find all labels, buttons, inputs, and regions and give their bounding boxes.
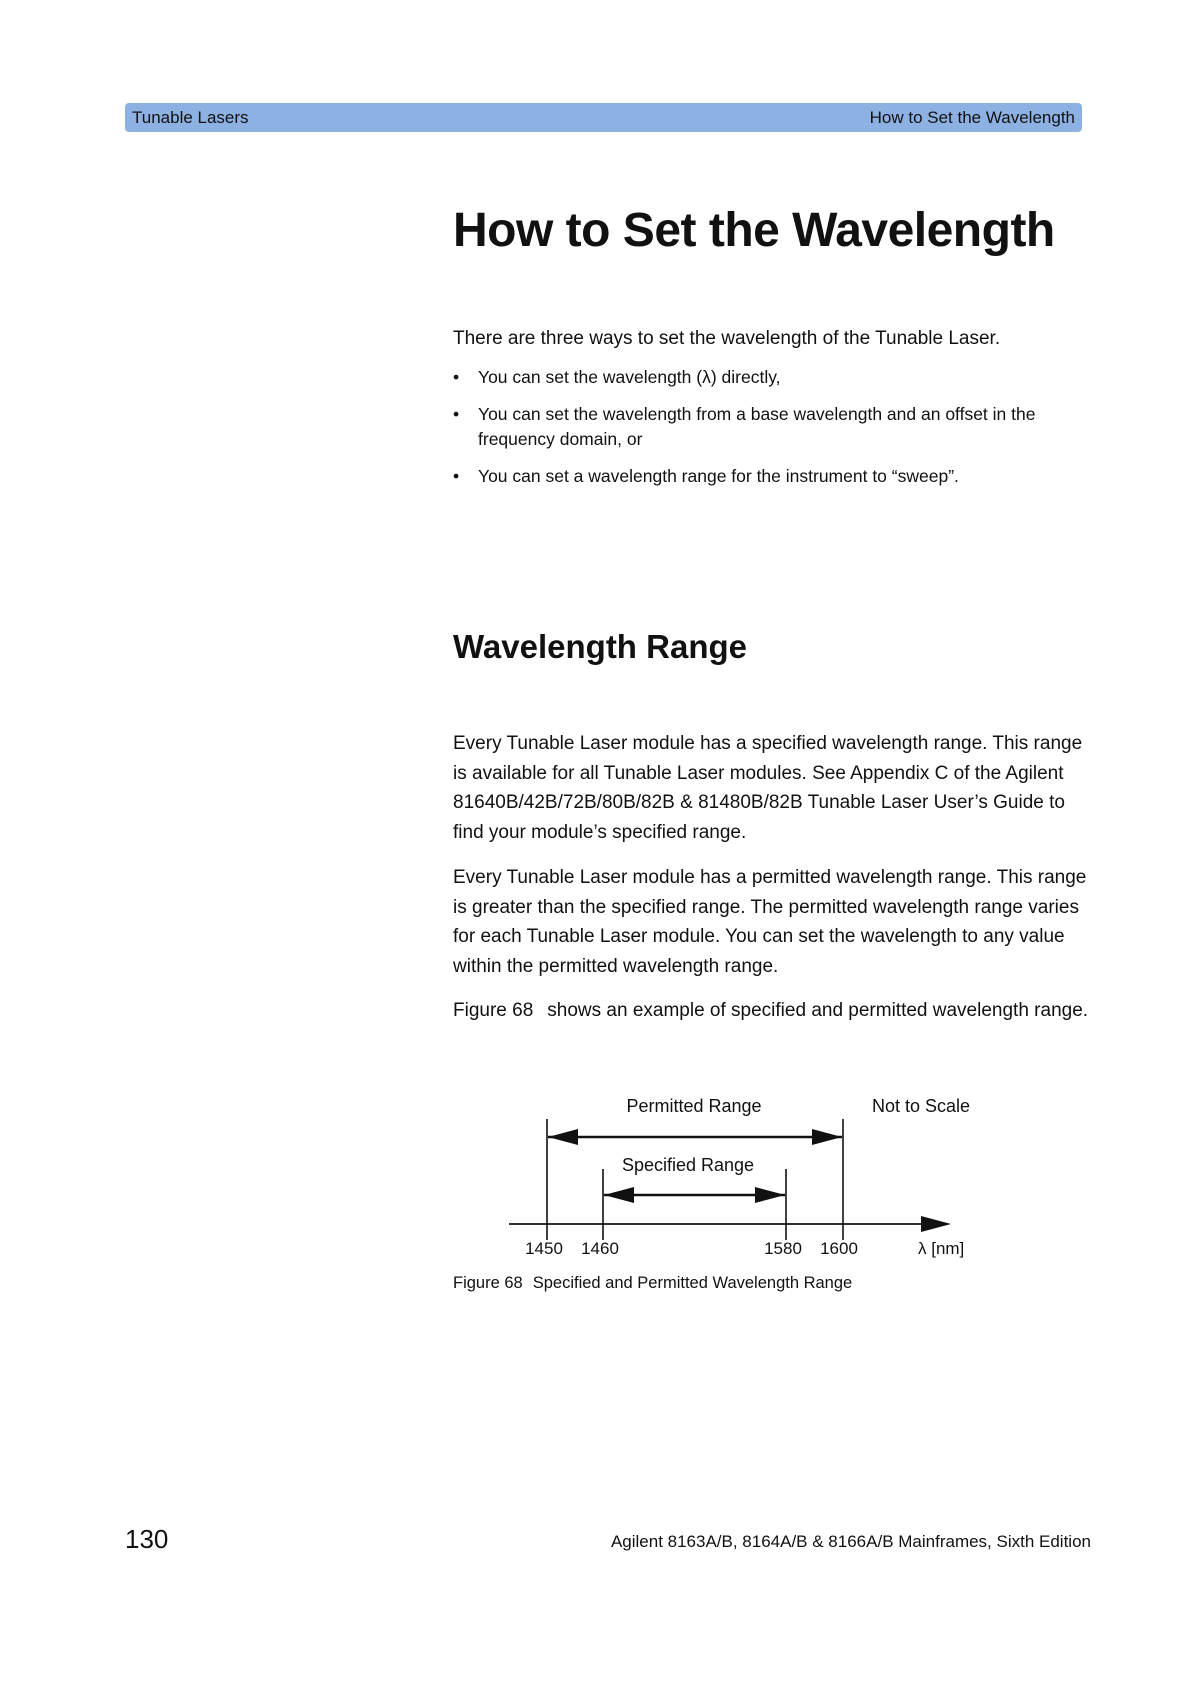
specified-range-label: Specified Range [621,1155,755,1175]
tick-label-1460: 1460 [581,1239,619,1258]
tick-label-1600: 1600 [820,1239,858,1258]
wavelength-range-diagram [453,1095,1013,1265]
figure-caption [453,1273,852,1293]
bullet-text: You can set the wavelength from a base wavelength and an offset in the frequency domain, or [478,404,1036,449]
list-item [453,365,1093,390]
running-header [125,103,1082,132]
permitted-range-label: Permitted Range [626,1096,762,1116]
section-heading: Wavelength Range [453,628,747,665]
page-title: How to Set the Wavelength [453,204,1055,257]
figure-caption-text: Specified and Permitted Wavelength Range [532,1274,853,1292]
paragraph-permitted-range: Every Tunable Laser module has a permitted wavelength range. This range is greater than the specified range. The permitted wavelength range varies for each Tunable Laser module. You can set the wavelength to any value within the permitted wavelength range. [453,867,1087,977]
axis-label: λ [nm] [918,1239,965,1258]
list-item [453,402,1093,452]
tick-label-1450: 1450 [525,1239,563,1258]
not-to-scale-note: Not to Scale [871,1096,971,1116]
figure-reference-link[interactable]: Figure 68 [453,1000,534,1021]
bullet-list [453,365,1093,501]
bullet-text: You can set a wavelength range for the instrument to “sweep”. [478,466,959,486]
header-chapter: Tunable Lasers [132,108,249,127]
arrowhead-icon [755,1187,785,1203]
bullet-icon: • [453,404,460,424]
paragraph-figure-reference [453,996,1093,1026]
list-item [453,464,1093,489]
footer-document-title: Agilent 8163A/B, 8164A/B & 8166A/B Mainframes, Sixth Edition [610,1532,1091,1551]
header-section: How to Set the Wavelength [869,108,1075,127]
arrowhead-icon [548,1129,578,1145]
figure-caption-label: Figure 68 [453,1274,523,1292]
paragraph-specified-range: Every Tunable Laser module has a specified wavelength range. This range is available for all Tunable Laser modules. See Appendix C of the Agilent 81640B/42B/72B/80B/82B & 81480B/82B Tunable Laser User’s Guide to find your module’s specified range. [453,733,1083,843]
tick-label-1580: 1580 [764,1239,802,1258]
intro-text: There are three ways to set the wavelength of the Tunable Laser. [453,328,1001,349]
bullet-text: You can set the wavelength (λ) directly, [478,367,781,387]
page-number: 130 [125,1524,169,1554]
bullet-icon: • [453,466,460,486]
arrowhead-icon [604,1187,634,1203]
bullet-icon: • [453,367,460,387]
figure-reference-text: shows an example of specified and permitted wavelength range. [547,1000,1089,1021]
arrowhead-icon [812,1129,842,1145]
axis-arrow-icon [921,1216,951,1232]
